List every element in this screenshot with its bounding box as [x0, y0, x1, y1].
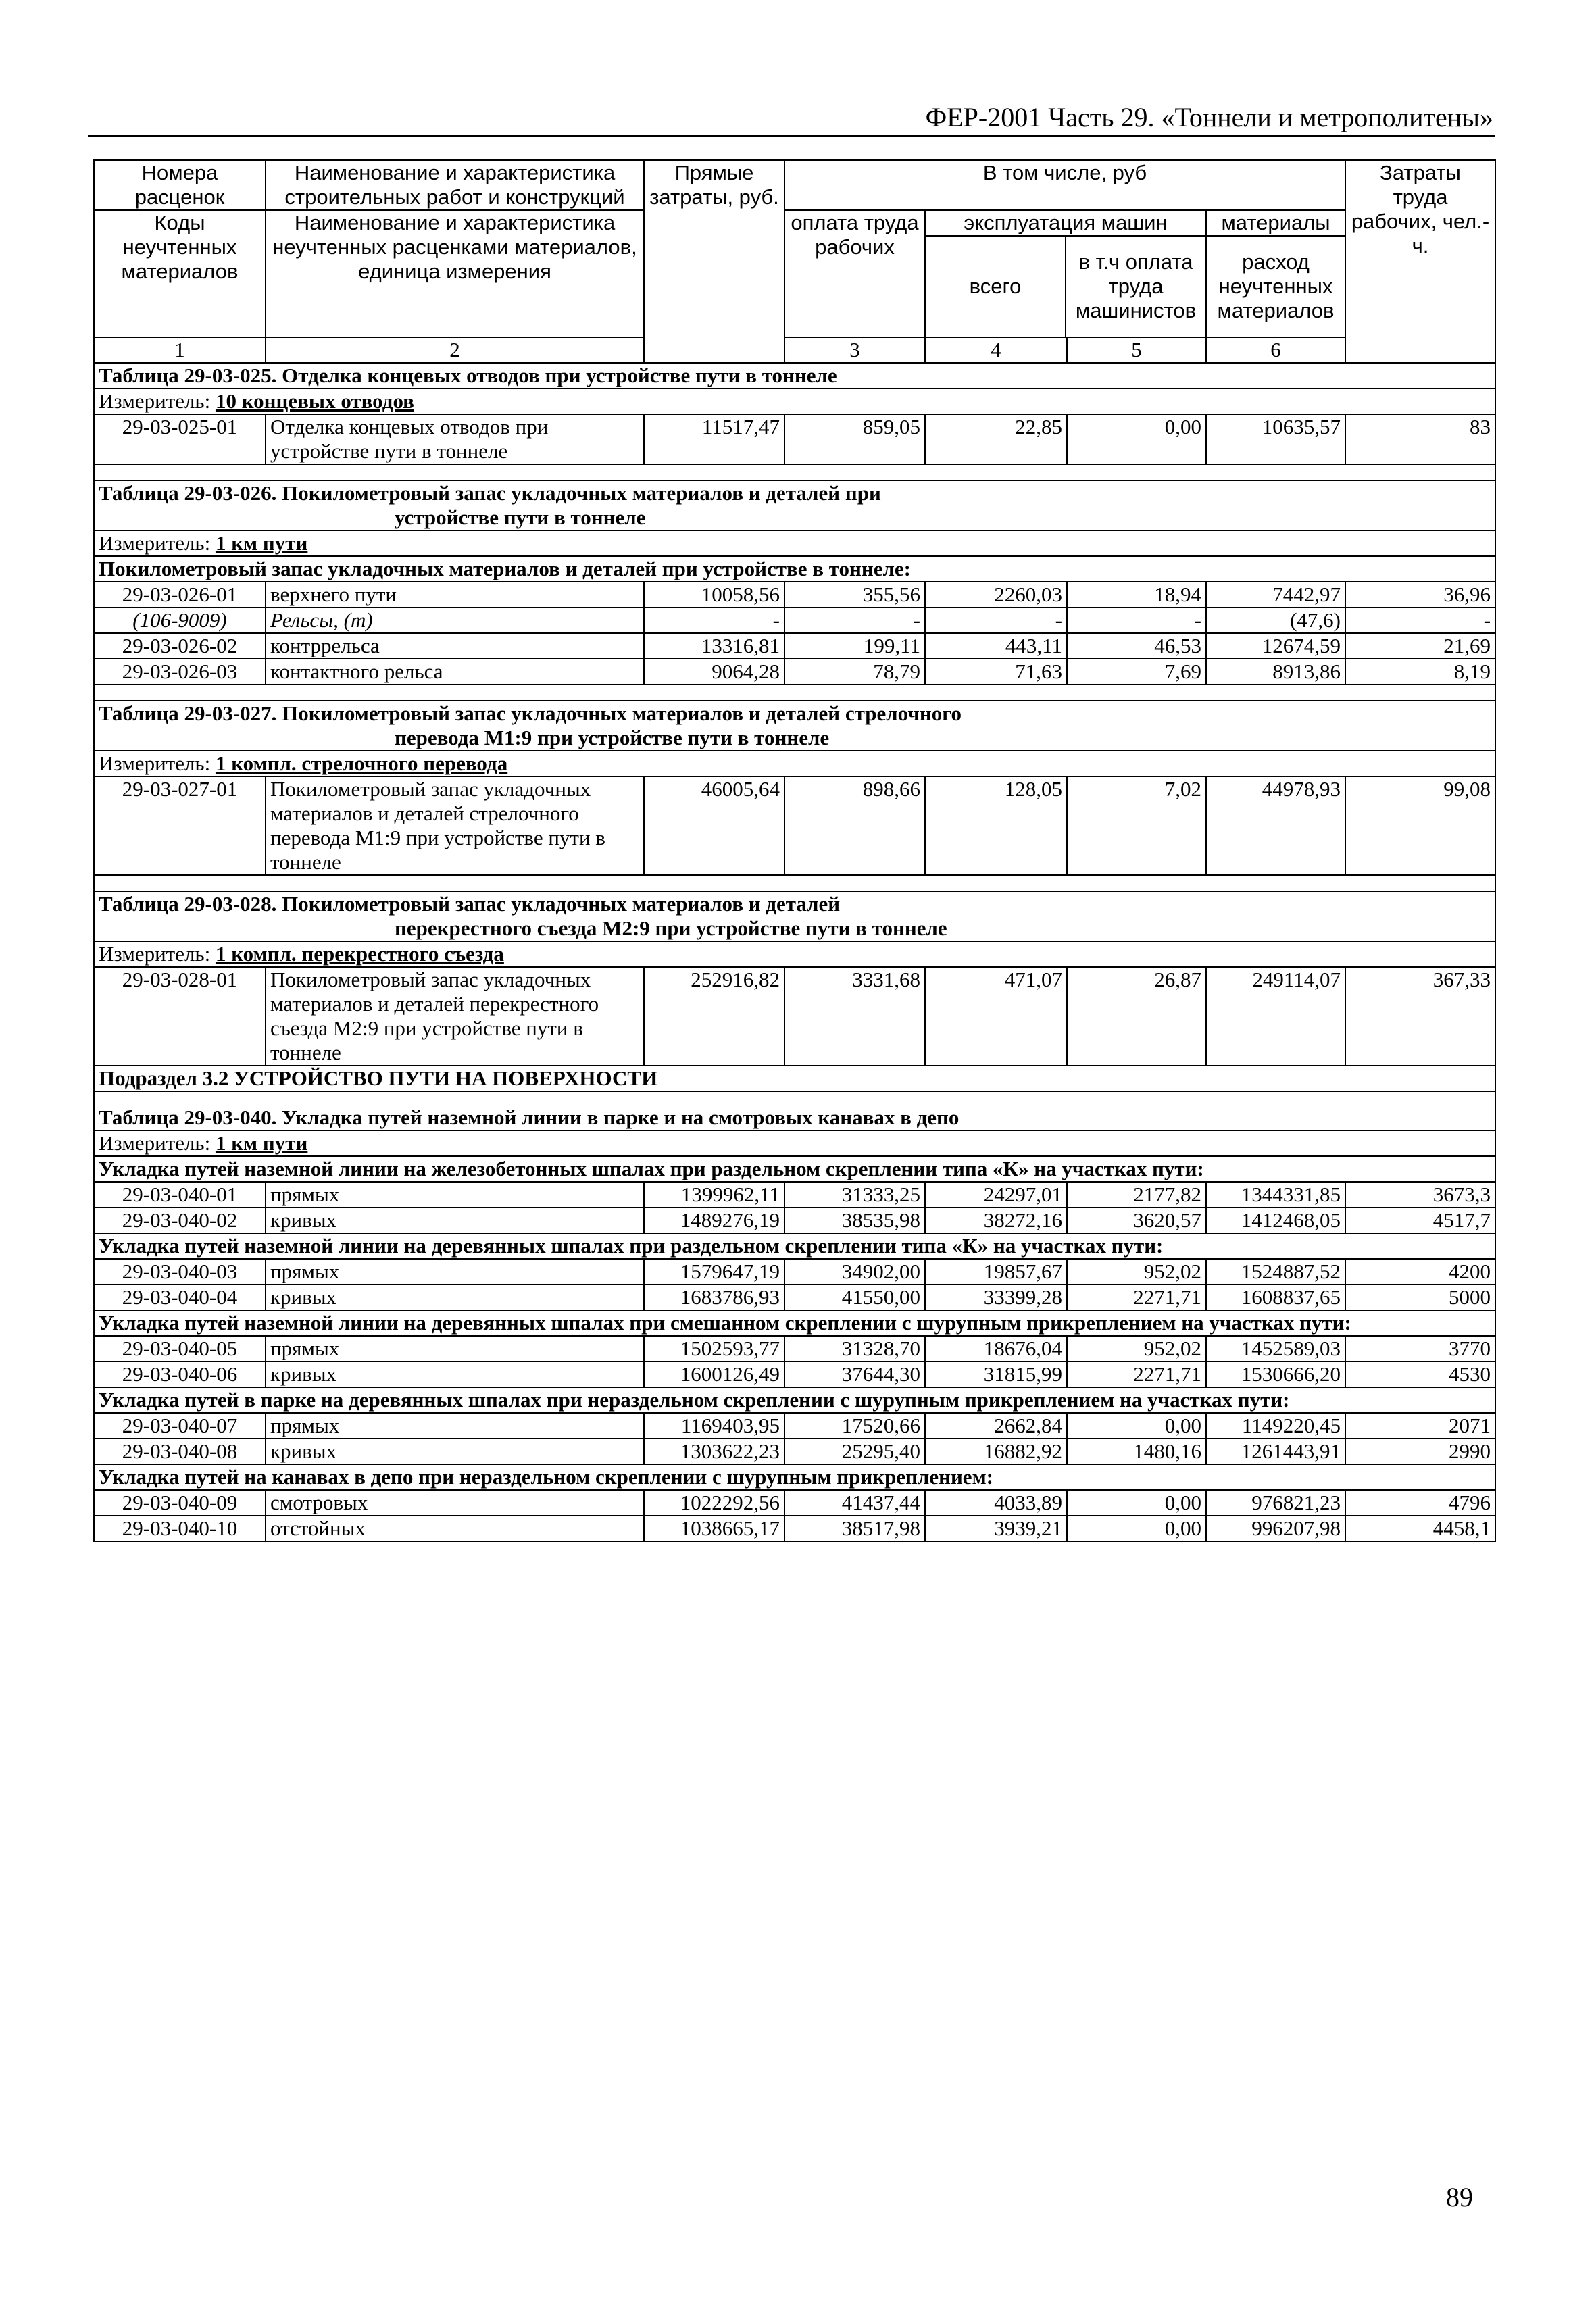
cell-col-3: 11517,47	[644, 414, 784, 464]
cell-col-4: 898,66	[784, 776, 925, 875]
cell-col-4: -	[784, 607, 925, 633]
cell-col-5: 128,05	[925, 776, 1067, 875]
cell-col-2: кривых	[266, 1439, 644, 1464]
cell-col-5: 71,63	[925, 659, 1067, 684]
column-numbers-row	[94, 337, 1495, 363]
cell-col-4: 859,05	[784, 414, 925, 464]
cell-col-2: верхнего пути	[266, 582, 644, 607]
table-row	[94, 1259, 1495, 1285]
cell-col-1: 29-03-027-01	[94, 776, 266, 875]
cell-col-4: 34902,00	[784, 1259, 925, 1285]
cell-col-6: 7,69	[1067, 659, 1206, 684]
t040-measure-row	[94, 1130, 1495, 1156]
cell-col-7: 1344331,85	[1206, 1182, 1345, 1208]
table-row	[94, 1362, 1495, 1387]
cell-col-8: 4200	[1345, 1259, 1495, 1285]
header-direct-costs: Прямые затраты, руб.	[644, 160, 784, 363]
t025-measure	[94, 389, 1495, 414]
t025-title-row	[94, 363, 1495, 389]
t027-title-line: Таблица 29-03-027. Покилометровый запас укладочных материалов и деталей стрелочного	[99, 701, 962, 725]
header-rate-numbers: Номера расценок	[94, 160, 266, 210]
cell-col-7: (47,6)	[1206, 607, 1345, 633]
cell-col-2: прямых	[266, 1336, 644, 1362]
cell-col-6: 0,00	[1067, 1516, 1206, 1541]
cell-col-8: 2990	[1345, 1439, 1495, 1464]
cell-col-7: 10635,57	[1206, 414, 1345, 464]
cell-col-5: 2260,03	[925, 582, 1067, 607]
cell-col-5: 22,85	[925, 414, 1067, 464]
t026-title-row	[94, 480, 1495, 530]
cell-col-5: -	[925, 607, 1067, 633]
t028-title-row	[94, 891, 1495, 941]
spacer-row	[94, 875, 1495, 891]
cell-col-1: 29-03-040-09	[94, 1490, 266, 1516]
t026-title	[94, 480, 1495, 530]
cell-col-6: 18,94	[1067, 582, 1206, 607]
cell-col-2: прямых	[266, 1413, 644, 1439]
cell-col-8: 367,33	[1345, 967, 1495, 1066]
cell-col-7: 8913,86	[1206, 659, 1345, 684]
cell-col-1: 29-03-025-01	[94, 414, 266, 464]
cell-col-4: 31328,70	[784, 1336, 925, 1362]
cell-col-8: 21,69	[1345, 633, 1495, 659]
t040-group-row	[94, 1387, 1495, 1413]
header-work-name: Наименование и характеристика строительных работ и конструкций	[266, 160, 644, 210]
cell-col-7: 976821,23	[1206, 1490, 1345, 1516]
t025-title-line: Таблица 29-03-025. Отделка концевых отводов при устройстве пути в тоннеле	[99, 364, 837, 387]
cell-col-5: 38272,16	[925, 1208, 1067, 1233]
table-row	[94, 1516, 1495, 1541]
cell-col-1: 29-03-026-01	[94, 582, 266, 607]
cell-col-3: 1600126,49	[644, 1362, 784, 1387]
table-row	[94, 1439, 1495, 1464]
t026-title-line: Таблица 29-03-026. Покилометровый запас укладочных материалов и деталей при	[99, 481, 881, 505]
cell-col-5: 2662,84	[925, 1413, 1067, 1439]
cell-col-4: 17520,66	[784, 1413, 925, 1439]
cell-col-1: 29-03-040-07	[94, 1413, 266, 1439]
cell-col-3: 10058,56	[644, 582, 784, 607]
cell-col-5: 16882,92	[925, 1439, 1067, 1464]
cell-col-1: 29-03-026-03	[94, 659, 266, 684]
cell-col-5: 33399,28	[925, 1285, 1067, 1310]
cell-col-4: 38535,98	[784, 1208, 925, 1233]
cell-col-6: 0,00	[1067, 1413, 1206, 1439]
cell-col-8: -	[1345, 607, 1495, 633]
cell-col-8: 3770	[1345, 1336, 1495, 1362]
cell-col-2: смотровых	[266, 1490, 644, 1516]
cell-col-6: 2271,71	[1067, 1285, 1206, 1310]
group-caption: Укладка путей в парке на деревянных шпалах при нераздельном скреплении с шурупным прикреплением на участках пути:	[94, 1387, 1495, 1413]
cell-col-6: 0,00	[1067, 1490, 1206, 1516]
t027-title-line: перевода М1:9 при устройстве пути в тоннеле	[395, 726, 830, 749]
measure-label: Измеритель:	[99, 751, 211, 775]
t040-group-row	[94, 1310, 1495, 1336]
cell-col-3: 46005,64	[644, 776, 784, 875]
cell-col-7: 249114,07	[1206, 967, 1345, 1066]
header-material-codes: Коды неучтенных материалов	[94, 210, 266, 337]
cell-col-6: 46,53	[1067, 633, 1206, 659]
cell-col-1: 29-03-040-05	[94, 1336, 266, 1362]
cell-col-8: 2071	[1345, 1413, 1495, 1439]
spacer-row	[94, 464, 1495, 480]
t028-measure	[94, 941, 1495, 967]
cell-col-5: 443,11	[925, 633, 1067, 659]
spacer	[94, 684, 1495, 701]
cell-col-4: 38517,98	[784, 1516, 925, 1541]
cell-col-2: прямых	[266, 1182, 644, 1208]
spacer	[94, 875, 1495, 891]
subsection-title: Подраздел 3.2 УСТРОЙСТВО ПУТИ НА ПОВЕРХНОСТИ	[94, 1066, 1495, 1091]
table-row	[94, 1182, 1495, 1208]
cell-col-3: 1169403,95	[644, 1413, 784, 1439]
cell-col-5: 24297,01	[925, 1182, 1067, 1208]
header-material-name: Наименование и характеристика неучтенных расценками материалов, единица измерения	[266, 210, 644, 337]
cell-col-5: 4033,89	[925, 1490, 1067, 1516]
table-row	[94, 1490, 1495, 1516]
t028-measure-row	[94, 941, 1495, 967]
cell-col-1: 29-03-040-02	[94, 1208, 266, 1233]
cell-col-7: 1261443,91	[1206, 1439, 1345, 1464]
cell-col-1: 29-03-040-04	[94, 1285, 266, 1310]
t026-title-line: устройстве пути в тоннеле	[395, 505, 646, 529]
cell-col-3: 1303622,23	[644, 1439, 784, 1464]
t026-group-row	[94, 556, 1495, 582]
group-caption: Укладка путей наземной линии на деревянных шпалах при смешанном скреплении с шурупным прикреплением на участках пути:	[94, 1310, 1495, 1336]
cell-col-4: 25295,40	[784, 1439, 925, 1464]
cell-col-7: 12674,59	[1206, 633, 1345, 659]
cell-col-1: 29-03-040-03	[94, 1259, 266, 1285]
cell-col-4: 78,79	[784, 659, 925, 684]
measure-label: Измеритель:	[99, 389, 211, 413]
cell-col-4: 41550,00	[784, 1285, 925, 1310]
cell-col-2: Покилометровый запас укладочных материалов и деталей стрелочного перевода М1:9 при устройстве пути в тоннеле	[266, 776, 644, 875]
t040-measure	[94, 1130, 1495, 1156]
header-operator-wages: в т.ч оплата труда машинистов	[1075, 250, 1197, 322]
cell-col-5: 471,07	[925, 967, 1067, 1066]
column-number: 3	[784, 337, 925, 363]
header-machines-total: всего	[926, 237, 1066, 337]
t026-measure	[94, 530, 1495, 556]
running-title: ФЕР-2001 Часть 29. «Тоннели и метрополитены»	[925, 102, 1493, 132]
cell-col-7: 1530666,20	[1206, 1362, 1345, 1387]
cell-col-4: 199,11	[784, 633, 925, 659]
t040-title: Таблица 29-03-040. Укладка путей наземной линии в парке и на смотровых канавах в депо	[94, 1091, 1495, 1130]
cell-col-2: Рельсы, (т)	[266, 607, 644, 633]
t028-title-line: Таблица 29-03-028. Покилометровый запас укладочных материалов и деталей	[99, 892, 841, 916]
table-row	[94, 776, 1495, 875]
table-row	[94, 1336, 1495, 1362]
subsection-row	[94, 1066, 1495, 1091]
cell-col-2: контактного рельса	[266, 659, 644, 684]
cell-col-3: 1489276,19	[644, 1208, 784, 1233]
t040-group-row	[94, 1464, 1495, 1490]
cell-col-1: 29-03-040-01	[94, 1182, 266, 1208]
cell-col-4: 41437,44	[784, 1490, 925, 1516]
group-caption: Укладка путей наземной линии на железобетонных шпалах при раздельном скреплении типа «К» на участках пути:	[94, 1156, 1495, 1182]
cell-col-5: 31815,99	[925, 1362, 1067, 1387]
header-materials: материалы	[1207, 211, 1345, 237]
cell-col-2: Покилометровый запас укладочных материалов и деталей перекрестного съезда М2:9 при устройстве пути в тоннеле	[266, 967, 644, 1066]
table-row	[94, 1413, 1495, 1439]
cell-col-3: 252916,82	[644, 967, 784, 1066]
page-number: 89	[1446, 2182, 1473, 2212]
cell-col-8: 4517,7	[1345, 1208, 1495, 1233]
cell-col-5: 19857,67	[925, 1259, 1067, 1285]
cell-col-6: 3620,57	[1067, 1208, 1206, 1233]
cell-col-2: отстойных	[266, 1516, 644, 1541]
t040-group-row	[94, 1233, 1495, 1259]
table-row	[94, 659, 1495, 684]
cell-col-3: 1683786,93	[644, 1285, 784, 1310]
header-wages: оплата труда рабочих	[784, 210, 925, 337]
header-machines: эксплуатация машин	[926, 211, 1205, 237]
spacer-row	[94, 684, 1495, 701]
cell-col-6: 952,02	[1067, 1336, 1206, 1362]
cell-col-7: 7442,97	[1206, 582, 1345, 607]
group-caption: Покилометровый запас укладочных материалов и деталей при устройстве в тоннеле:	[94, 556, 1495, 582]
cell-col-3: 1022292,56	[644, 1490, 784, 1516]
table-row	[94, 1208, 1495, 1233]
cell-col-1: 29-03-040-06	[94, 1362, 266, 1387]
cell-col-8: 5000	[1345, 1285, 1495, 1310]
cell-col-1: 29-03-040-10	[94, 1516, 266, 1541]
cell-col-2: кривых	[266, 1362, 644, 1387]
cell-col-4: 3331,68	[784, 967, 925, 1066]
cell-col-4: 31333,25	[784, 1182, 925, 1208]
t025-measure-row	[94, 389, 1495, 414]
cell-col-6: 2177,82	[1067, 1182, 1206, 1208]
column-number: 6	[1206, 337, 1345, 363]
t040-title-row	[94, 1091, 1495, 1130]
cell-col-8: 8,19	[1345, 659, 1495, 684]
cell-col-2: кривых	[266, 1285, 644, 1310]
cell-col-2: кривых	[266, 1208, 644, 1233]
t025-title	[94, 363, 1495, 389]
cell-col-8: 4530	[1345, 1362, 1495, 1387]
t027-title	[94, 701, 1495, 751]
cell-col-7: 44978,93	[1206, 776, 1345, 875]
cell-col-2: контррельса	[266, 633, 644, 659]
t027-measure	[94, 751, 1495, 776]
t028-title	[94, 891, 1495, 941]
header-in-total: В том числе, руб	[784, 160, 1345, 210]
table-row	[94, 967, 1495, 1066]
cell-col-3: 9064,28	[644, 659, 784, 684]
t026-measure-row	[94, 530, 1495, 556]
cell-col-8: 36,96	[1345, 582, 1495, 607]
table-row	[94, 414, 1495, 464]
cell-col-7: 1524887,52	[1206, 1259, 1345, 1285]
cell-col-5: 18676,04	[925, 1336, 1067, 1362]
cell-col-2: Отделка концевых отводов при устройстве пути в тоннеле	[266, 414, 644, 464]
table-row	[94, 1285, 1495, 1310]
cell-col-6: 2271,71	[1067, 1362, 1206, 1387]
cell-col-3: -	[644, 607, 784, 633]
cell-col-1: 29-03-040-08	[94, 1439, 266, 1464]
cell-col-7: 1149220,45	[1206, 1413, 1345, 1439]
t040-group-row	[94, 1156, 1495, 1182]
spacer	[94, 464, 1495, 480]
header-labor-hours: Затраты труда рабочих, чел.-ч.	[1345, 160, 1495, 363]
column-number: 2	[266, 337, 644, 363]
t027-title-row	[94, 701, 1495, 751]
cell-col-3: 1579647,19	[644, 1259, 784, 1285]
column-number: 4	[925, 337, 1067, 363]
table-row	[94, 607, 1495, 633]
table-row	[94, 582, 1495, 607]
cell-col-6: 7,02	[1067, 776, 1206, 875]
cell-col-6: -	[1067, 607, 1206, 633]
cell-col-2: прямых	[266, 1259, 644, 1285]
cell-col-8: 3673,3	[1345, 1182, 1495, 1208]
header-rule	[88, 135, 1495, 137]
cell-col-1: 29-03-028-01	[94, 967, 266, 1066]
column-number: 1	[94, 337, 266, 363]
t028-title-line: перекрестного съезда М2:9 при устройстве пути в тоннеле	[395, 916, 947, 940]
cell-col-6: 1480,16	[1067, 1439, 1206, 1464]
cell-col-8: 99,08	[1345, 776, 1495, 875]
cell-col-1: (106-9009)	[94, 607, 266, 633]
rates-table	[93, 159, 1496, 1542]
cell-col-4: 355,56	[784, 582, 925, 607]
cell-col-6: 952,02	[1067, 1259, 1206, 1285]
measure-value: 10 концевых отводов	[215, 389, 414, 413]
cell-col-1: 29-03-026-02	[94, 633, 266, 659]
measure-value: 1 компл. стрелочного перевода	[215, 751, 508, 775]
cell-col-6: 0,00	[1067, 414, 1206, 464]
measure-label: Измеритель:	[99, 1131, 211, 1155]
cell-col-8: 4796	[1345, 1490, 1495, 1516]
measure-label: Измеритель:	[99, 942, 211, 966]
cell-col-7: 1608837,65	[1206, 1285, 1345, 1310]
group-caption: Укладка путей на канавах в депо при нераздельном скреплении с шурупным прикреплением:	[94, 1464, 1495, 1490]
column-number: 5	[1067, 337, 1206, 363]
cell-col-3: 1399962,11	[644, 1182, 784, 1208]
cell-col-7: 1412468,05	[1206, 1208, 1345, 1233]
measure-label: Измеритель:	[99, 531, 211, 555]
cell-col-6: 26,87	[1067, 967, 1206, 1066]
cell-col-3: 1038665,17	[644, 1516, 784, 1541]
table-row	[94, 633, 1495, 659]
cell-col-7: 996207,98	[1206, 1516, 1345, 1541]
cell-col-7: 1452589,03	[1206, 1336, 1345, 1362]
measure-value: 1 км пути	[215, 531, 308, 555]
cell-col-3: 13316,81	[644, 633, 784, 659]
cell-col-3: 1502593,77	[644, 1336, 784, 1362]
t027-measure-row	[94, 751, 1495, 776]
cell-col-8: 83	[1345, 414, 1495, 464]
measure-value: 1 км пути	[215, 1131, 308, 1155]
cell-col-8: 4458,1	[1345, 1516, 1495, 1541]
header-unaccounted-materials: расход неучтенных материалов	[1217, 250, 1335, 322]
group-caption: Укладка путей наземной линии на деревянных шпалах при раздельном скреплении типа «К» на участках пути:	[94, 1233, 1495, 1259]
cell-col-5: 3939,21	[925, 1516, 1067, 1541]
cell-col-4: 37644,30	[784, 1362, 925, 1387]
measure-value: 1 компл. перекрестного съезда	[215, 942, 504, 966]
